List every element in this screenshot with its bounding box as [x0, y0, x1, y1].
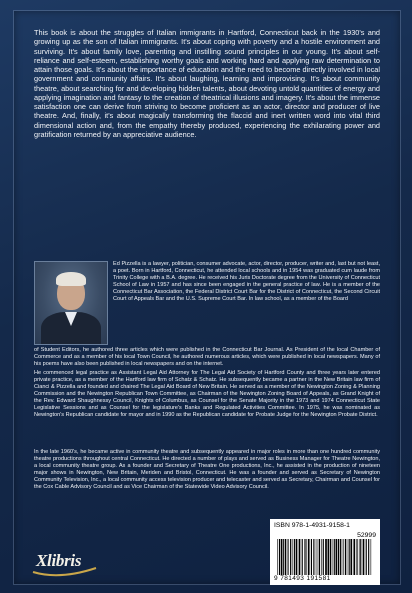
barcode-bar — [313, 539, 314, 575]
barcode-bar — [304, 539, 305, 575]
barcode-bar — [371, 539, 372, 575]
barcode-bar — [349, 539, 350, 575]
barcode-bar — [308, 539, 310, 575]
barcode-block — [270, 519, 380, 585]
ean-number: 9 781493 191581 — [274, 575, 331, 582]
barcode-bar — [334, 539, 335, 575]
barcode-bar — [319, 539, 320, 575]
barcode-bar — [353, 539, 355, 575]
barcode-bar — [302, 539, 303, 575]
publisher-logo: Xlibris — [36, 551, 82, 570]
barcode-bar — [340, 539, 341, 575]
barcode-bar — [283, 539, 284, 575]
barcode-bar — [277, 539, 278, 575]
barcode-bar — [318, 539, 319, 575]
barcode-bar — [316, 539, 317, 575]
barcode-bar — [305, 539, 306, 575]
barcode-bar — [292, 539, 293, 575]
barcode-bar — [288, 539, 289, 575]
barcode-icon — [276, 539, 374, 575]
barcode-bar — [290, 539, 291, 575]
barcode-bar — [343, 539, 344, 575]
barcode-bar — [366, 539, 367, 575]
author-photo — [34, 261, 108, 345]
barcode-bar — [336, 539, 338, 575]
intro-paragraph: This book is about the struggles of Italian immigrants in Hartford, Connecticut back in the 1930's and growing up as the son of Italian immigrants. It's about coping with poverty and a hostile environment and surviving. It's about family love, parenting and instilling sound principles in our young. It's about self-reliance and self-esteem, establishing worthy goals and working hard and applying raw determination to attain those goals. It's about the importance of education and the need to become directly involved in local government and community affairs. It's about laughing, learning and improvising. It's about community theatre, about searching for and developing hidden talents, about devoting untold quantities of energy and applying imagination and fantasy to the creation of theatrical illusions and imagery. It's about the immense satisfaction one can derive from striving to become proficient as an actor, director and producer of live theatre. And, finally, it's about magically transforming the flaccid and inert written word into vital third dimensional action and, from the empathy thereby produced, experiencing the exhilarating power and gratification returned by an appreciative audience. — [34, 28, 380, 139]
barcode-bar — [359, 539, 360, 575]
barcode-bar — [294, 539, 295, 575]
barcode-bar — [350, 539, 352, 575]
barcode-bar — [360, 539, 361, 575]
barcode-bar — [363, 539, 365, 575]
barcode-bar — [338, 539, 339, 575]
price-code: 52999 — [357, 532, 376, 539]
barcode-bar — [368, 539, 369, 575]
barcode-bar — [330, 539, 331, 575]
barcode-bar — [321, 539, 322, 575]
author-photo-hair — [56, 272, 86, 286]
barcode-bar — [332, 539, 333, 575]
barcode-bar — [287, 539, 288, 575]
barcode-bar — [328, 539, 330, 575]
barcode-bar — [342, 539, 343, 575]
bio-paragraph-theatre: In the late 1960's, he became active in community theatre and subsequently appeared in major roles in more than one hundred community theatre productions throughout central Connecticut. He directed a number of plays and served as Business Manager for Theatre Newington, a local community theatre group. As a founder and Secretary of Theatre One productions, Inc., he assisted in the production of nineteen major shows in Newington, New Britain, Meriden and Bristol, Connecticut. He was a founder and served as Secretary of Newington Community Television, Inc., a local community access television producer and telecaster and served as Secretary, Chairman and Counsel for the Cox Cable Advisory Council and as Vice Chairman of the Statewide Video Advisory Council. — [34, 449, 380, 491]
barcode-bar — [345, 539, 346, 575]
barcode-bar — [356, 539, 357, 575]
bio-paragraph-side: Ed Pizzella is a lawyer, politician, consumer advocate, actor, director, producer, writer and, last but not least, a poet. Born in Hartford, Connecticut, he attended local schools and in 1954 was graduated cum laude from Trinity College with a B.A. degree. He received his Juris Doctorate degree from the University of Connecticut School of Law in 1957 and has since been engaged in the general practice of law. He is a member of the Connecticut Bar Association, the Federal District Court Bar for the District of Connecticut, the Second Circuit Court of Appeals Bar and the U.S. Supreme Court Bar. In law school, as a member of the Board — [113, 261, 380, 303]
barcode-bar — [279, 539, 280, 575]
barcode-bar — [296, 539, 298, 575]
bio-paragraph-continued: of Student Editors, he authored three articles which were published in the Connecticut Bar Journal. As President of the local Chamber of Commerce and as a member of his local Town Council, he authored numerous articles, which were published in local newspapers. Many of his poems have also been published in local newspapers and on the internet. — [34, 347, 380, 368]
barcode-bar — [285, 539, 286, 575]
bio-paragraph-legal-career: He commenced legal practice as Assistant Legal Aid Attorney for The Legal Aid Society of Hartford County and three years later entered private practice, as a member of the Hartford law firm of Schatz & Schatz. He subsequently became a partner in the New Britain law firm of Cianci & Pizzella and founded and chaired The Legal Aid Board of New Britain. He served as a member of the Newington Zoning & Planning Commission and the Newington Republican Town Committee, as Chairman of the Newington Zoning Board of Appeals, as Grand Knight of the Rev. Edward Shaughnessy Council, Knights of Columbus, as Counsel for the Senate Majority in the 1973 and 1974 Connecticut State Legislative Sessions and as Counsel for the legislature's Banks and Regulated Activities Committee. In 1975, he was nominated as Newington's Republican candidate for mayor and in 1990 as the Republican candidate for Probate Judge for the Newington Probate District. — [34, 370, 380, 419]
isbn-text: ISBN 978-1-4931-9158-1 — [274, 522, 350, 529]
barcode-bar — [347, 539, 348, 575]
barcode-bar — [281, 539, 283, 575]
barcode-bar — [311, 539, 312, 575]
barcode-bar — [325, 539, 327, 575]
barcode-bar — [299, 539, 301, 575]
barcode-bar — [323, 539, 324, 575]
